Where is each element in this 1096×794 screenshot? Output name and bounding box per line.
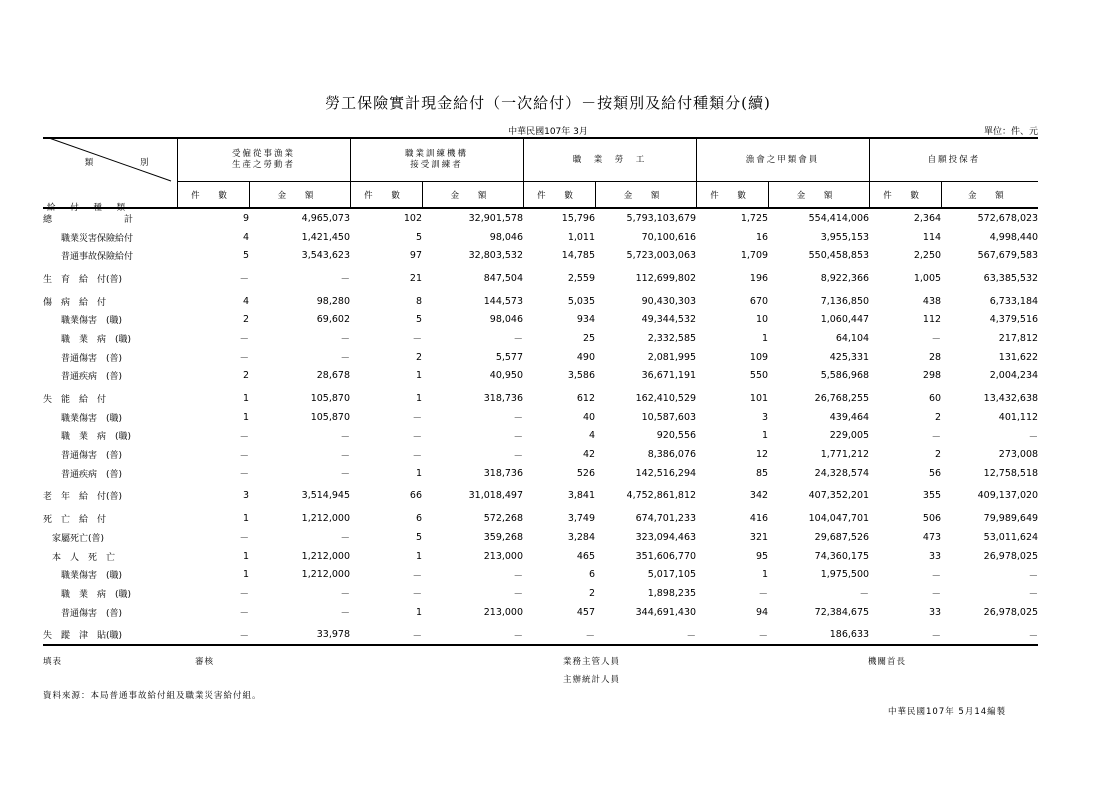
corner-category-label: 類 別: [84, 158, 171, 168]
count-cell: 5: [415, 231, 423, 243]
count-cell: 1,709: [740, 250, 769, 262]
count-header: 件 數: [350, 182, 422, 209]
table-row: [43, 389, 1038, 408]
amount-cell: 33,978: [249, 625, 350, 645]
count-cell: 506: [922, 513, 942, 525]
compiled-date: 中華民國107年 5月14編製: [888, 707, 1007, 717]
row-label: 老 年 給 付(普): [43, 492, 123, 503]
row-label: 失 蹤 津 貼(職): [43, 625, 177, 645]
row-label: 職業傷害 (職): [43, 413, 123, 424]
amount-cell: －: [513, 589, 524, 601]
count-cell: 1: [415, 393, 423, 405]
count-cell: －: [523, 625, 595, 645]
count-header: 件 數: [177, 182, 249, 209]
amount-cell: 13,432,638: [983, 393, 1039, 405]
amount-cell: 5,017,105: [647, 569, 697, 581]
count-cell: 2: [415, 351, 423, 363]
amount-cell: 1,898,235: [647, 587, 697, 599]
amount-cell: 186,633: [768, 625, 869, 645]
amount-header: 金 額: [941, 182, 1038, 209]
amount-cell: 28,678: [316, 370, 351, 382]
count-header: 件 數: [869, 182, 941, 209]
amount-cell: 5,723,003,063: [626, 250, 697, 262]
count-cell: 1,005: [913, 272, 942, 284]
table-row: [43, 509, 1038, 528]
amount-cell: 351,606,770: [635, 550, 697, 562]
count-cell: －: [239, 533, 249, 545]
count-cell: －: [350, 625, 422, 645]
count-cell: 102: [403, 212, 423, 224]
count-cell: 97: [409, 250, 423, 262]
amount-cell: －: [340, 334, 351, 346]
count-cell: 56: [928, 467, 942, 479]
corner-benefit-type-label: 給 付 種 類: [47, 203, 132, 213]
group-header: [869, 138, 1038, 182]
count-cell: 934: [576, 314, 596, 326]
row-label: 職業傷害 (職): [43, 316, 123, 327]
count-cell: 3: [242, 490, 249, 502]
amount-cell: －: [513, 413, 524, 425]
count-cell: 109: [749, 351, 769, 363]
amount-cell: 3,955,153: [820, 231, 870, 243]
amount-cell: －: [595, 625, 696, 645]
amount-cell: 8,386,076: [647, 449, 697, 461]
amount-cell: 10,587,603: [641, 411, 697, 423]
count-cell: 101: [749, 393, 769, 405]
amount-cell: 1,975,500: [820, 569, 870, 581]
count-cell: 2: [935, 449, 942, 461]
table-row: [43, 584, 1038, 603]
count-cell: 342: [749, 490, 769, 502]
amount-cell: 550,458,853: [808, 250, 870, 262]
amount-cell: －: [513, 431, 524, 443]
count-cell: 416: [749, 513, 769, 525]
table-row: [43, 487, 1038, 506]
count-cell: －: [412, 589, 423, 601]
count-cell: －: [239, 431, 249, 443]
count-cell: 526: [576, 467, 596, 479]
corner-header: [43, 138, 177, 213]
count-cell: 2: [588, 587, 596, 599]
row-label: 總 計: [43, 214, 134, 225]
row-label: 失 能 給 付: [43, 395, 107, 406]
count-cell: 321: [749, 531, 769, 543]
amount-cell: 1,212,000: [301, 513, 351, 525]
row-label: 生 育 給 付(普): [43, 274, 123, 285]
count-cell: －: [412, 450, 423, 462]
amount-cell: －: [859, 589, 870, 601]
amount-cell: 920,556: [656, 430, 697, 442]
group-header-label: 受僱從事漁業 生產之勞動者: [232, 149, 296, 170]
amount-cell: －: [1028, 570, 1039, 582]
table-row: [43, 292, 1038, 311]
row-label: 普通疾病 (普): [43, 372, 123, 383]
amount-cell: 1,060,447: [820, 314, 870, 326]
count-cell: 2,250: [913, 250, 942, 262]
amount-cell: 144,573: [483, 295, 524, 307]
amount-cell: 112,699,802: [635, 272, 697, 284]
table-row: [43, 427, 1038, 446]
amount-cell: 1,421,450: [301, 231, 351, 243]
amount-cell: －: [513, 450, 524, 462]
count-cell: 670: [749, 295, 769, 307]
count-cell: 1,011: [567, 231, 596, 243]
count-cell: 8: [415, 295, 423, 307]
amount-cell: 6,733,184: [989, 295, 1039, 307]
count-cell: －: [931, 431, 942, 443]
count-cell: 3,749: [567, 513, 596, 525]
amount-cell: 105,870: [310, 411, 351, 423]
amount-cell: 74,360,175: [814, 550, 870, 562]
count-cell: 4: [242, 231, 249, 243]
amount-cell: 162,410,529: [635, 393, 697, 405]
count-cell: 40: [582, 411, 596, 423]
amount-cell: 425,331: [829, 351, 870, 363]
count-cell: －: [239, 608, 249, 620]
count-cell: 1: [762, 430, 769, 442]
amount-cell: 4,998,440: [989, 231, 1039, 243]
amount-cell: －: [340, 608, 351, 620]
report-period: 中華民國107年 3月: [508, 127, 588, 137]
count-cell: 85: [755, 467, 769, 479]
amount-header: 金 額: [249, 182, 350, 209]
footer-head: 機關首長: [868, 657, 907, 667]
table-row: [43, 547, 1038, 566]
table-row: [43, 367, 1038, 386]
footer-supervisor: 業務主管人員: [563, 657, 621, 667]
table-row: [43, 348, 1038, 367]
count-cell: 112: [922, 314, 942, 326]
count-cell: 1: [415, 467, 423, 479]
count-cell: 1: [762, 332, 769, 344]
amount-header: 金 額: [422, 182, 523, 209]
count-cell: 95: [755, 550, 769, 562]
count-cell: －: [869, 625, 941, 645]
amount-cell: 131,622: [998, 351, 1039, 363]
amount-cell: 344,691,430: [635, 606, 697, 618]
amount-cell: 26,978,025: [983, 606, 1039, 618]
count-cell: 1: [242, 393, 249, 405]
footer-fill: 填表: [43, 657, 63, 667]
amount-cell: 318,736: [483, 467, 524, 479]
count-cell: 1: [242, 550, 249, 562]
row-label: 職 業 病 (職): [43, 589, 132, 600]
footer-review: 審核: [195, 657, 215, 667]
row-label: 傷 病 給 付: [43, 297, 107, 308]
amount-cell: 847,504: [483, 272, 524, 284]
group-header: [696, 138, 869, 182]
count-cell: 457: [576, 606, 596, 618]
amount-cell: 142,516,294: [635, 467, 697, 479]
amount-cell: 69,602: [316, 314, 351, 326]
count-cell: 1,725: [740, 212, 769, 224]
count-cell: －: [412, 334, 423, 346]
count-cell: 1: [242, 569, 249, 581]
amount-cell: 7,136,850: [820, 295, 870, 307]
count-cell: 1: [242, 411, 249, 423]
table-row: [43, 228, 1038, 247]
amount-cell: －: [340, 533, 351, 545]
count-cell: －: [239, 469, 249, 481]
amount-cell: －: [340, 431, 351, 443]
amount-cell: －: [1028, 589, 1039, 601]
amount-cell: 409,137,020: [977, 490, 1039, 502]
group-header-label: 自願投保者: [927, 154, 981, 165]
count-cell: 4: [242, 295, 249, 307]
count-header: 件 數: [523, 182, 595, 209]
group-header: [177, 138, 350, 182]
count-cell: －: [412, 431, 423, 443]
amount-cell: 2,004,234: [989, 370, 1039, 382]
table-row: [43, 445, 1038, 464]
amount-cell: 24,328,574: [814, 467, 870, 479]
count-cell: 2: [242, 314, 249, 326]
count-cell: 21: [409, 272, 423, 284]
table-row: [43, 625, 1038, 645]
count-cell: 6: [588, 569, 596, 581]
table-row: [43, 565, 1038, 584]
amount-cell: 3,543,623: [301, 250, 351, 262]
count-cell: 1: [415, 606, 423, 618]
amount-cell: 359,268: [483, 531, 524, 543]
count-cell: －: [412, 413, 423, 425]
amount-cell: －: [340, 589, 351, 601]
count-cell: 6: [415, 513, 423, 525]
amount-cell: －: [1028, 431, 1039, 443]
row-label: 職業災害保險給付: [43, 233, 134, 244]
count-cell: －: [239, 589, 249, 601]
amount-cell: 4,379,516: [989, 314, 1039, 326]
count-cell: －: [931, 570, 942, 582]
count-cell: 94: [755, 606, 769, 618]
amount-cell: 26,768,255: [814, 393, 870, 405]
data-source: 資料來源：本局普通事故給付組及職業災害給付組。: [43, 691, 262, 701]
row-label: 普通傷害 (普): [43, 353, 123, 364]
amount-cell: 439,464: [829, 411, 870, 423]
count-cell: 2,559: [567, 272, 596, 284]
group-header-label: 職業訓練機構 接受訓練者: [405, 149, 469, 170]
amount-cell: 32,803,532: [468, 250, 524, 262]
amount-cell: 273,008: [998, 449, 1039, 461]
amount-cell: －: [340, 450, 351, 462]
table-row: [43, 208, 1038, 228]
amount-cell: 3,514,945: [301, 490, 351, 502]
count-cell: 60: [928, 393, 942, 405]
count-cell: 3: [762, 411, 769, 423]
count-cell: 550: [749, 370, 769, 382]
amount-cell: 72,384,675: [814, 606, 870, 618]
count-header: 件 數: [696, 182, 768, 209]
amount-cell: －: [422, 625, 523, 645]
row-label: 職 業 病 (職): [43, 334, 132, 345]
count-cell: －: [412, 570, 423, 582]
count-cell: －: [239, 274, 249, 286]
row-label: 家屬死亡(普): [43, 533, 105, 544]
count-cell: 9: [242, 212, 249, 224]
amount-cell: 53,011,624: [983, 531, 1039, 543]
group-header-label: 漁會之甲類會員: [745, 154, 820, 165]
amount-cell: 64,104: [835, 332, 870, 344]
amount-cell: 26,978,025: [983, 550, 1039, 562]
count-cell: 2: [242, 370, 249, 382]
amount-cell: 318,736: [483, 393, 524, 405]
amount-cell: 674,701,233: [635, 513, 697, 525]
count-cell: 5: [415, 531, 423, 543]
count-cell: －: [239, 450, 249, 462]
count-cell: 355: [922, 490, 942, 502]
count-cell: 3,841: [567, 490, 596, 502]
count-cell: 66: [409, 490, 423, 502]
amount-header: 金 額: [768, 182, 869, 209]
count-cell: 33: [928, 606, 942, 618]
count-cell: 438: [922, 295, 942, 307]
table-row: [43, 310, 1038, 329]
count-cell: 33: [928, 550, 942, 562]
amount-cell: 554,414,006: [808, 212, 870, 224]
count-cell: 15,796: [561, 212, 596, 224]
amount-cell: 5,793,103,679: [626, 212, 697, 224]
amount-cell: 8,922,366: [820, 272, 870, 284]
amount-cell: 2,332,585: [647, 332, 697, 344]
amount-cell: 98,046: [489, 231, 524, 243]
amount-cell: 36,671,191: [641, 370, 697, 382]
count-cell: －: [758, 589, 769, 601]
amount-cell: 40,950: [489, 370, 524, 382]
row-label: 職業傷害 (職): [43, 571, 123, 582]
count-cell: －: [931, 334, 942, 346]
row-label: 死 亡 給 付: [43, 515, 107, 526]
table-row: [43, 464, 1038, 483]
group-header: [350, 138, 523, 182]
count-cell: 2,364: [913, 212, 942, 224]
amount-cell: 79,989,649: [983, 513, 1039, 525]
count-cell: 490: [576, 351, 596, 363]
count-cell: 28: [928, 351, 942, 363]
count-cell: －: [239, 334, 249, 346]
footer-statistician: 主辦統計人員: [563, 675, 621, 685]
count-cell: 42: [582, 449, 596, 461]
amount-cell: －: [340, 469, 351, 481]
count-cell: 1: [415, 550, 423, 562]
count-cell: 16: [755, 231, 769, 243]
amount-cell: 1,771,212: [820, 449, 870, 461]
amount-cell: 567,679,583: [977, 250, 1039, 262]
unit-label: 單位：件、元: [983, 127, 1038, 137]
count-cell: 10: [755, 314, 769, 326]
amount-cell: 70,100,616: [641, 231, 697, 243]
amount-cell: 213,000: [483, 550, 524, 562]
amount-cell: 31,018,497: [468, 490, 524, 502]
count-cell: －: [931, 589, 942, 601]
count-cell: 5,035: [567, 295, 596, 307]
amount-cell: 98,280: [316, 295, 351, 307]
count-cell: 196: [749, 272, 769, 284]
amount-cell: 1,212,000: [301, 550, 351, 562]
count-cell: 2: [935, 411, 942, 423]
table-row: [43, 408, 1038, 427]
amount-cell: 104,047,701: [808, 513, 870, 525]
amount-header: 金 額: [595, 182, 696, 209]
amount-cell: －: [941, 625, 1038, 645]
group-header: [523, 138, 696, 182]
row-label: 普通疾病 (普): [43, 469, 123, 480]
table-row: [43, 246, 1038, 265]
count-cell: 25: [582, 332, 596, 344]
count-cell: 612: [576, 393, 596, 405]
amount-cell: 4,965,073: [301, 212, 351, 224]
amount-cell: －: [513, 334, 524, 346]
table-row: [43, 329, 1038, 348]
count-cell: 1: [415, 370, 423, 382]
amount-cell: 572,678,023: [977, 212, 1039, 224]
count-cell: 5: [415, 314, 423, 326]
amount-cell: 4,752,861,812: [626, 490, 697, 502]
row-label: 普通傷害 (普): [43, 451, 123, 462]
amount-cell: 2,081,995: [647, 351, 697, 363]
amount-cell: －: [340, 353, 351, 365]
amount-cell: 229,005: [829, 430, 870, 442]
amount-cell: －: [340, 274, 351, 286]
row-label: 普通傷害 (普): [43, 608, 123, 619]
row-label: 普通事故保險給付: [43, 252, 134, 263]
count-cell: 1: [242, 513, 249, 525]
amount-cell: 98,046: [489, 314, 524, 326]
count-cell: 3,586: [567, 370, 596, 382]
amount-cell: 572,268: [483, 513, 524, 525]
count-cell: －: [696, 625, 768, 645]
row-label: 職 業 病 (職): [43, 432, 132, 443]
page-title: 勞工保險實計現金給付（一次給付）－按類別及給付種類分(續): [325, 94, 771, 112]
amount-cell: 29,687,526: [814, 531, 870, 543]
count-cell: 5: [242, 250, 249, 262]
group-header-label: 職 業 勞 工: [572, 154, 647, 165]
count-cell: 1: [762, 569, 769, 581]
table-row: [43, 528, 1038, 547]
amount-cell: 90,430,303: [641, 295, 697, 307]
amount-cell: 1,212,000: [301, 569, 351, 581]
count-cell: 473: [922, 531, 942, 543]
amount-cell: 407,352,201: [808, 490, 870, 502]
amount-cell: 49,344,532: [641, 314, 697, 326]
amount-cell: 12,758,518: [983, 467, 1039, 479]
amount-cell: 5,577: [495, 351, 524, 363]
count-cell: －: [177, 625, 249, 645]
amount-cell: 213,000: [483, 606, 524, 618]
amount-cell: 401,112: [998, 411, 1039, 423]
count-cell: －: [239, 353, 249, 365]
count-cell: 12: [755, 449, 769, 461]
row-label: 本 人 死 亡: [43, 552, 116, 563]
count-cell: 4: [588, 430, 596, 442]
amount-cell: 217,812: [998, 332, 1039, 344]
amount-cell: 5,586,968: [820, 370, 870, 382]
amount-cell: 105,870: [310, 393, 351, 405]
count-cell: 14,785: [561, 250, 596, 262]
count-cell: 465: [576, 550, 596, 562]
table-row: [43, 269, 1038, 288]
amount-cell: 63,385,532: [983, 272, 1039, 284]
data-table: [43, 137, 1038, 646]
count-cell: 3,284: [567, 531, 596, 543]
count-cell: 114: [922, 231, 942, 243]
amount-cell: 32,901,578: [468, 212, 524, 224]
amount-cell: 323,094,463: [635, 531, 697, 543]
count-cell: 298: [922, 370, 942, 382]
table-row: [43, 603, 1038, 622]
amount-cell: －: [513, 570, 524, 582]
